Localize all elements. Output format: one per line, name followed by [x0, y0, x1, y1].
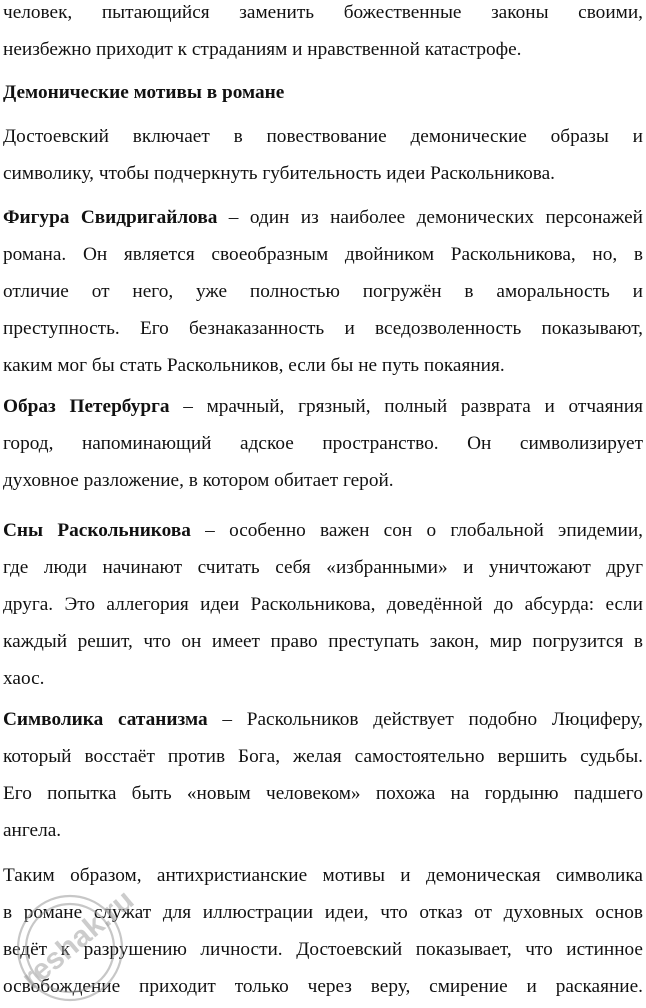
paragraph-conclusion [3, 857, 643, 1005]
text-line: Таким образом, антихристианские мотивы и демоническая символика [3, 865, 643, 886]
paragraph-satanism [3, 701, 643, 849]
paragraph-intro [3, 118, 643, 192]
text-line: отличие от него, уже полностью погружён в аморальность и [3, 281, 643, 302]
text-line: человек, пытающийся заменить божественные законы своими, [3, 2, 643, 23]
paragraph-conclusion-previous [3, 0, 643, 68]
section-heading [3, 74, 643, 111]
text-run: – мрачный, грязный, полный разврата и отчаяния [169, 396, 643, 417]
text-line: неизбежно приходит к страданиям и нравственной катастрофе. [3, 39, 522, 60]
text-line: Его попытка быть «новым человеком» похожа на гордыню падшего [3, 783, 643, 804]
term-bold: Образ Петербурга [3, 396, 170, 417]
paragraph-svidrigailov [3, 199, 643, 384]
text-line: символику, чтобы подчеркнуть губительность идеи Раскольникова. [3, 163, 555, 184]
text-line: который восстаёт против Бога, желая самостоятельно вершить судьбы. [3, 746, 643, 767]
term-bold: Фигура Свидригайлова [3, 207, 218, 228]
paragraph-dreams [3, 512, 643, 697]
text-line: романа. Он является своеобразным двойником Раскольникова, но, в [3, 244, 643, 265]
text-line: друга. Это аллегория идеи Раскольникова, доведённой до абсурда: если [3, 594, 643, 615]
text-line: ангела. [3, 820, 62, 841]
term-bold: Символика сатанизма [3, 709, 208, 730]
watermark-text: reshak.ru [15, 883, 141, 996]
term-bold: Сны Раскольникова [3, 520, 191, 541]
text-line: каждый решит, что он имеет право преступать закон, мир погрузится в [3, 631, 643, 652]
text-line: ведёт к разрушению личности. Достоевский показывает, что истинное [3, 939, 643, 960]
text-line: город, напоминающий адское пространство. Он символизирует [3, 433, 643, 454]
text-line: каким мог бы стать Раскольников, если бы не путь покаяния. [3, 355, 505, 376]
text-line: в романе служат для иллюстрации идеи, что отказ от духовных основ [3, 902, 643, 923]
text-line: духовное разложение, в котором обитает герой. [3, 470, 394, 491]
text-line: Достоевский включает в повествование демонические образы и [3, 126, 643, 147]
text-line: хаос. [3, 668, 45, 689]
text-line: преступность. Его безнаказанность и вседозволенность показывают, [3, 318, 643, 339]
text-run: – один из наиболее демонических персонажей [217, 207, 643, 228]
text-run: – особенно важен сон о глобальной эпидемии, [190, 520, 643, 541]
text-line: освобождение приходит только через веру, смирение и раскаяние. [3, 976, 643, 997]
text-run: – Раскольников действует подобно Люциферу, [207, 709, 643, 730]
paragraph-petersburg [3, 388, 643, 499]
text-line: где люди начинают считать себя «избранными» и уничтожают друг [3, 557, 643, 578]
heading-text: Демонические мотивы в романе [3, 82, 285, 103]
